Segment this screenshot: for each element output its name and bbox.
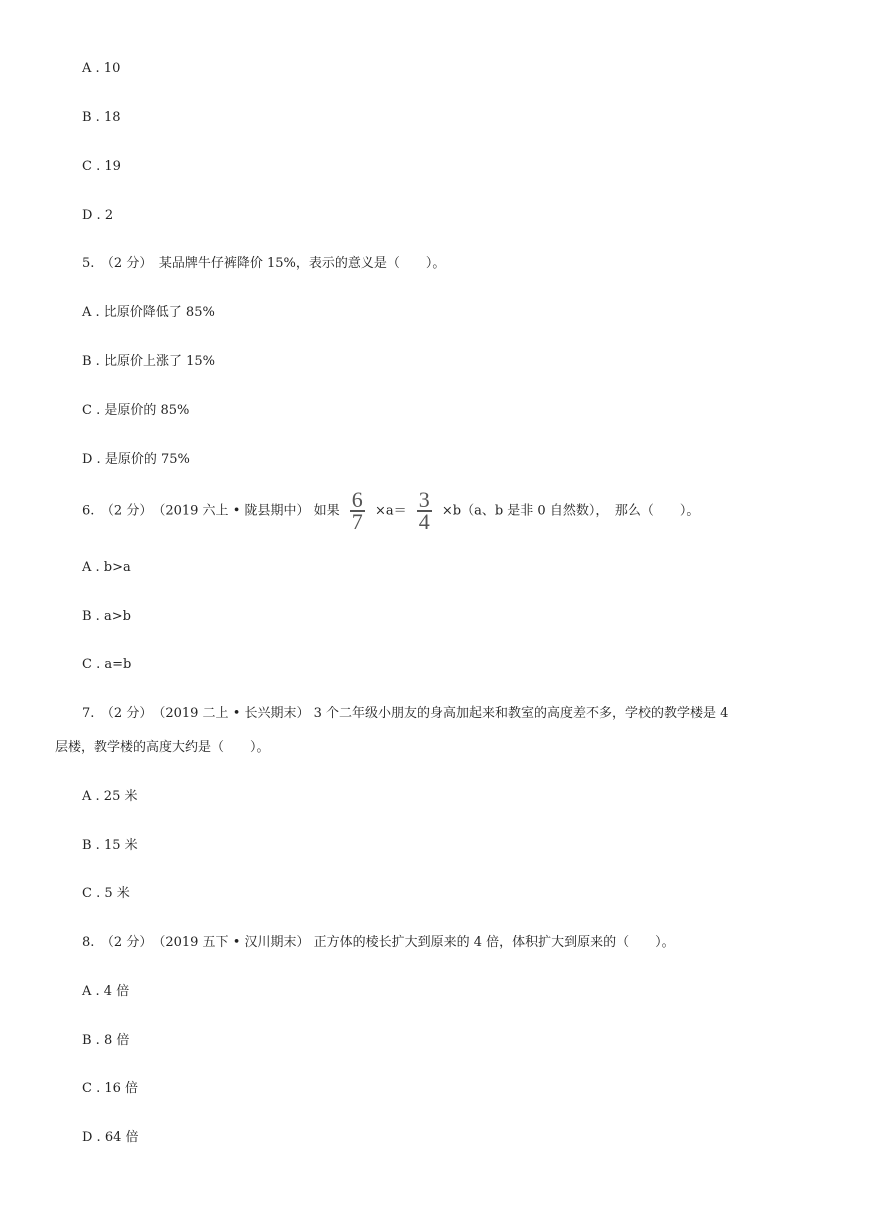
q8-option-d: D . 64 倍 <box>82 1130 139 1145</box>
question-8 <box>82 934 675 952</box>
question-number: 5. <box>82 256 95 271</box>
question-text: 某品牌牛仔裤降价 15%，表示的意义是（ ）。 <box>158 256 446 271</box>
q6-option-a: A . b>a <box>82 560 131 575</box>
question-score: （2 分） <box>107 706 146 721</box>
q7-option-a: A . 25 米 <box>82 789 138 804</box>
question-source: （2019 五下 • 汉川期末） <box>158 935 310 950</box>
q5-option-b: B . 比原价上涨了 15% <box>82 354 215 369</box>
question-text: 3 个二年级小朋友的身高加起来和教室的高度差不多，学校的教学楼是 4 <box>313 706 729 721</box>
question-7 <box>82 705 728 723</box>
question-text: 正方体的棱长扩大到原来的 4 倍，体积扩大到原来的（ ）。 <box>313 935 675 950</box>
question-score: （2 分） <box>107 503 146 519</box>
q5-option-a: A . 比原价降低了 85% <box>82 305 215 320</box>
fraction-three-quarters: $\frac{3}{4}$ <box>418 487 430 534</box>
q4-option-d: D . 2 <box>82 208 114 223</box>
fraction-six-sevenths: $\frac{6}{7}$ <box>351 487 363 534</box>
question-number: 8. <box>82 935 95 950</box>
q6-option-c: C . a=b <box>82 657 132 672</box>
question-5 <box>82 255 445 273</box>
question-score: （2 分） <box>107 935 146 950</box>
question-source: （2019 六上 • 陇县期中） <box>158 503 310 519</box>
q4-option-a: A . 10 <box>82 61 121 76</box>
question-6: 6. （2 分） （2019 六上 • 陇县期中） 如果 $\frac{6}{7}$ ×a＝ $\frac{3}{4}$ ×b（a、b 是非 0 自然数）， 那么（ ）。 <box>82 487 700 534</box>
q8-option-b: B . 8 倍 <box>82 1033 130 1048</box>
q7-option-c: C . 5 米 <box>82 886 130 901</box>
q8-option-a: A . 4 倍 <box>82 984 130 999</box>
q4-option-c: C . 19 <box>82 159 121 174</box>
q5-option-d: D . 是原价的 75% <box>82 452 190 467</box>
question-7-continued: 层楼，教学楼的高度大约是（ ）。 <box>55 740 270 755</box>
q7-option-b: B . 15 米 <box>82 838 138 853</box>
question-score: （2 分） <box>107 256 146 271</box>
q8-option-c: C . 16 倍 <box>82 1081 139 1096</box>
question-number: 7. <box>82 706 95 721</box>
q5-option-c: C . 是原价的 85% <box>82 403 190 418</box>
question-source: （2019 二上 • 长兴期末） <box>158 706 310 721</box>
q4-option-b: B . 18 <box>82 110 121 125</box>
question-number: 6. <box>82 503 95 519</box>
q6-option-b: B . a>b <box>82 609 131 624</box>
